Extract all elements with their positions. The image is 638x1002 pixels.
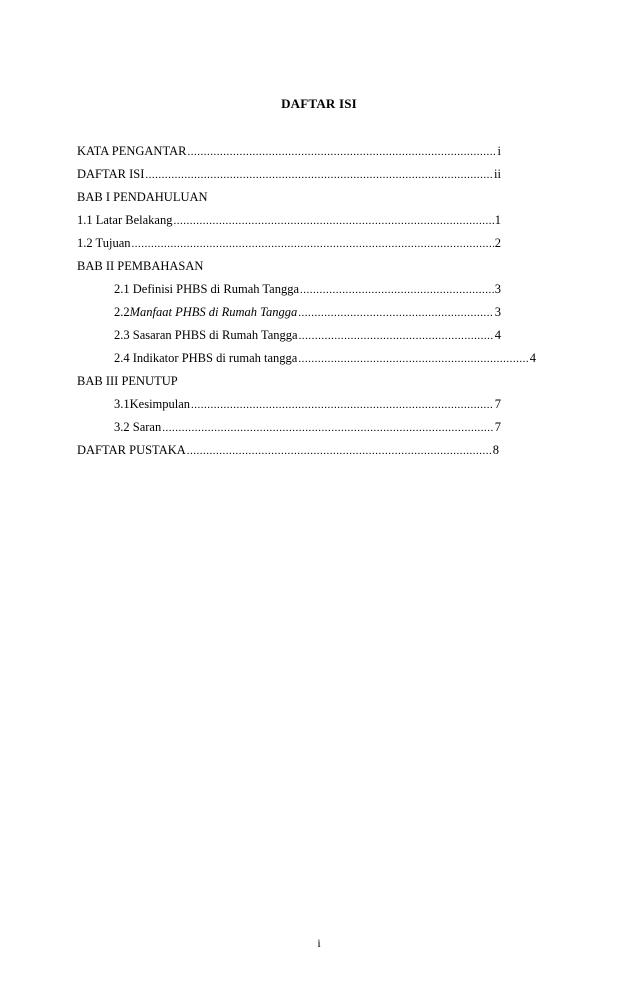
footer-page-number: i xyxy=(317,936,321,950)
toc-heading-label: BAB II PEMBAHASAN xyxy=(77,259,204,273)
dot-leader xyxy=(187,146,496,158)
dot-leader xyxy=(173,215,493,227)
toc-entry-tujuan xyxy=(77,236,501,259)
dot-leader xyxy=(145,169,493,181)
dot-leader xyxy=(300,284,494,296)
toc-entry-kata-pengantar xyxy=(77,144,501,167)
dot-leader xyxy=(187,445,492,457)
toc-entry-page: 2 xyxy=(494,236,501,250)
toc-entry-daftar-isi xyxy=(77,167,501,190)
toc-entry-label: DAFTAR ISI xyxy=(77,167,145,181)
table-of-contents xyxy=(77,144,536,466)
toc-entry-kesimpulan xyxy=(77,397,501,420)
toc-entry-definisi xyxy=(77,282,501,305)
dot-leader xyxy=(132,238,494,250)
toc-heading-bab-1 xyxy=(77,190,501,213)
toc-entry-page: 4 xyxy=(529,351,536,365)
toc-entry-label: KATA PENGANTAR xyxy=(77,144,187,158)
toc-entry-sasaran xyxy=(77,328,501,351)
page-title: DAFTAR ISI xyxy=(281,96,357,111)
toc-entry-page: 7 xyxy=(494,397,501,411)
dot-leader xyxy=(298,307,494,319)
toc-entry-indikator xyxy=(77,351,536,374)
toc-heading-bab-2 xyxy=(77,259,501,282)
toc-entry-daftar-pustaka xyxy=(77,443,499,466)
toc-entry-label-prefix: 2.2 xyxy=(114,305,130,319)
toc-entry-label: 2.3 Sasaran PHBS di Rumah Tangga xyxy=(114,328,298,342)
toc-entry-page: 3 xyxy=(494,305,501,319)
toc-entry-page: 1 xyxy=(494,213,501,227)
dot-leader xyxy=(298,353,528,365)
toc-entry-page: 3 xyxy=(494,282,501,296)
toc-entry-label: 1.1 Latar Belakang xyxy=(77,213,173,227)
toc-entry-page: 4 xyxy=(494,328,501,342)
dot-leader xyxy=(162,422,494,434)
toc-entry-label: 1.2 Tujuan xyxy=(77,236,131,250)
toc-entry-page: 7 xyxy=(494,420,501,434)
toc-entry-latar-belakang xyxy=(77,213,501,236)
toc-entry-label: 2.4 Indikator PHBS di rumah tangga xyxy=(114,351,298,365)
toc-heading-label: BAB III PENUTUP xyxy=(77,374,178,388)
toc-entry-label-italic: Manfaat PHBS di Rumah Tangga xyxy=(129,305,298,319)
toc-entry-label: 3.2 Saran xyxy=(114,420,162,434)
toc-entry-label: 3.1Kesimpulan xyxy=(114,397,191,411)
toc-entry-page: ii xyxy=(494,167,501,181)
dot-leader xyxy=(299,330,494,342)
toc-entry-page: 8 xyxy=(492,443,499,457)
dot-leader xyxy=(191,399,494,411)
toc-entry-saran xyxy=(77,420,501,443)
toc-entry-page: i xyxy=(497,144,501,158)
toc-heading-label: BAB I PENDAHULUAN xyxy=(77,190,208,204)
toc-heading-bab-3 xyxy=(77,374,501,397)
toc-entry-label: DAFTAR PUSTAKA xyxy=(77,443,186,457)
toc-entry-manfaat xyxy=(77,305,501,328)
toc-entry-label: 2.1 Definisi PHBS di Rumah Tangga xyxy=(114,282,300,296)
